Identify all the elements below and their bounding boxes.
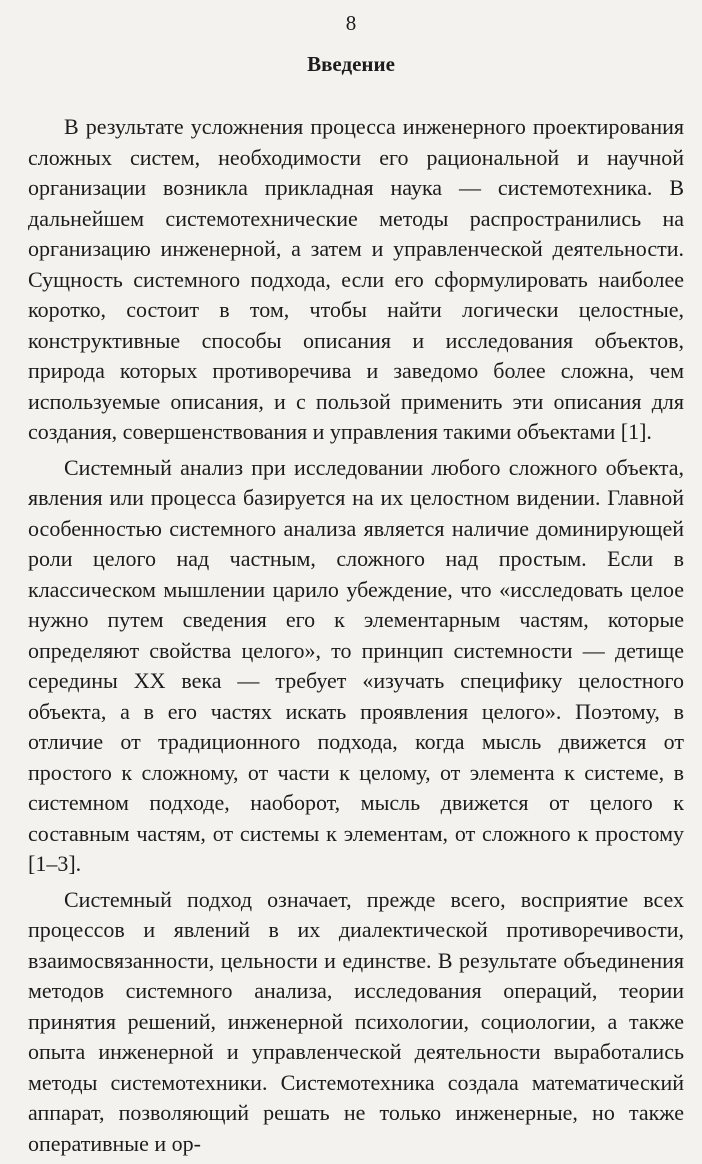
paragraph-1: В результате усложнения процесса инженерного проектирования сложных систем, необходимости его рациональной и научной организации возникла прикладная наука — системотехника. В дальнейшем системотехнические методы распространились на организацию инженерной, а затем и управленческой деятельности. Сущность системного подхода, если его сформулировать наиболее коротко, состоит в том, чтобы найти логически целостные, конструктивные способы описания и исследования объектов, природа которых противоречива и заведомо более сложна, чем используемые описания, и с пользой применить эти описания для создания, совершенствования и управления такими объектами [1]. (28, 114, 684, 444)
paragraph-3: Системный подход означает, прежде всего, восприятие всех процессов и явлений в их диалектической противоречивости, взаимосвязанности, цельности и единстве. В результате объединения методов системного анализа, исследования операций, теории принятия решений, инженерной психологии, социологии, а также опыта инженерной и управленческой деятельности выработались методы системотехники. Системотехника создала математический аппарат, позволяющий решать не только инженерные, но также оперативные и ор- (28, 886, 684, 1156)
body-text (28, 112, 684, 1164)
section-heading: Введение (307, 52, 395, 76)
page-number: 8 (345, 11, 357, 35)
paragraph-2: Системный анализ при исследовании любого сложного объекта, явления или процесса базируется на их целостном видении. Главной особенностью системного анализа является наличие доминирующей роли целого над частным, сложного над простым. Если в классическом мышлении царило убеждение, что «исследовать целое нужно путем сведения его к элементарным частям, которые определяют свойства целого», то принцип системности — детище середины XX века — требует «изучать специфику целостного объекта, а в его частях искать проявления целого». Поэтому, в отличие от традиционного подхода, когда мысль движется от простого к сложному, от части к целому, от элемента к системе, в системном подходе, наоборот, мысль движется от целого к составным частям, от системы к элементам, от сложного к простому [1–3]. (28, 454, 684, 876)
